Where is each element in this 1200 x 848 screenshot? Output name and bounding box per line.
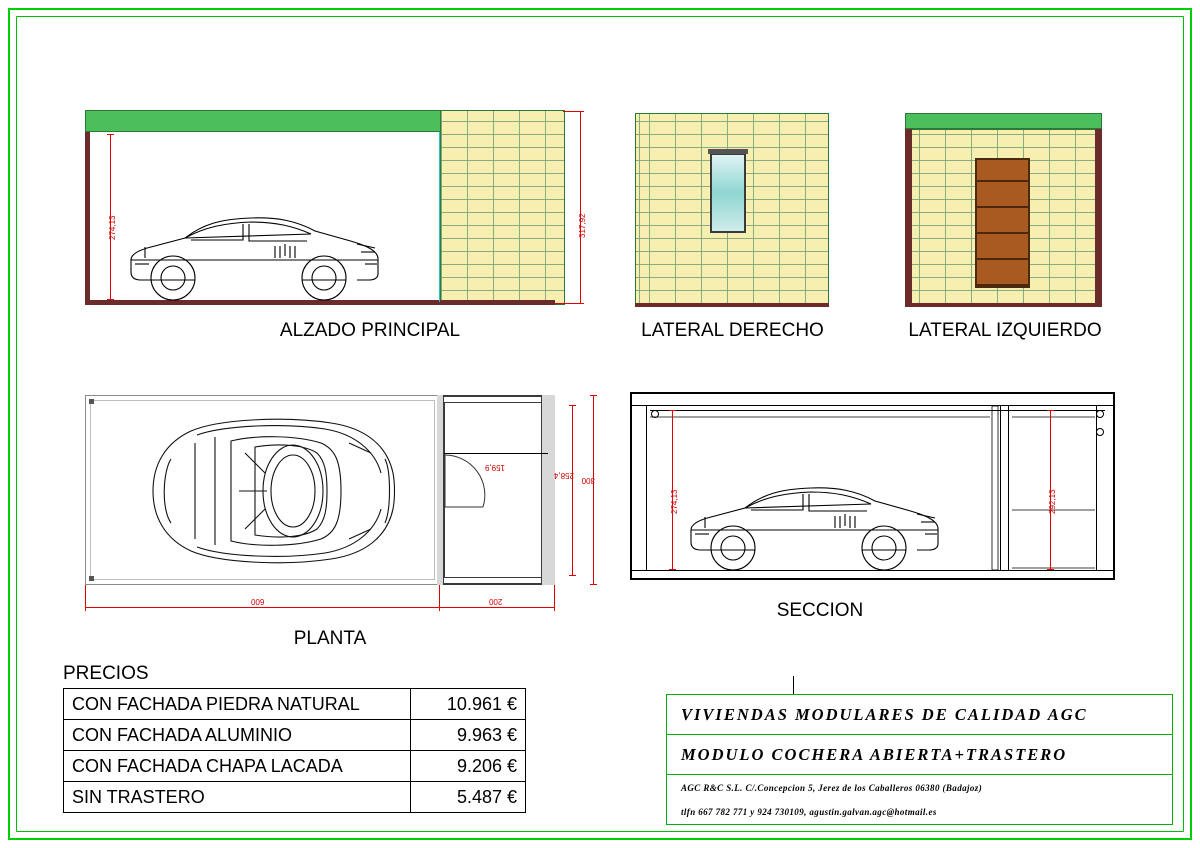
alzado-dim-interior-arrow-top (107, 134, 114, 135)
lateral-izquierdo-right-post (1095, 129, 1102, 305)
seccion-dim-left-arrow-top (669, 410, 676, 411)
planta-dim-600-line (85, 607, 440, 608)
alzado-car-drawing (125, 200, 385, 305)
seccion-car-drawing (685, 470, 945, 575)
planta-dim-2584-arrow-top (569, 405, 576, 406)
lateral-izquierdo-door (975, 158, 1030, 288)
planta-dim-200-text: 200 (489, 597, 503, 606)
seccion-dim-right-arrow-bottom (1047, 569, 1054, 570)
seccion-dim-left-arrow-bottom (669, 569, 676, 570)
price-value: 5.487 € (411, 782, 526, 813)
prices-title: PRECIOS (63, 663, 149, 684)
lateral-izquierdo-ground (905, 303, 1102, 307)
price-label: CON FACHADA PIEDRA NATURAL (64, 689, 411, 720)
alzado-dim-ext-bottom (555, 303, 583, 304)
lateral-izquierdo-left-post (905, 129, 912, 305)
planta-ext-line-left (85, 585, 86, 611)
alzado-brick-wall (440, 110, 565, 305)
prices-table (63, 688, 526, 813)
seccion-dim-left-text: 274,13 (670, 489, 679, 514)
lateral-derecho-window-sill (708, 149, 748, 154)
table-row (64, 720, 526, 751)
titleblock-address: AGC R&C S.L. C/.Concepcion 5, Jerez de los Caballeros 06380 (Badajoz) (681, 782, 983, 793)
price-label: SIN TRASTERO (64, 782, 411, 813)
planta-dim-300-arrow-bottom (590, 584, 597, 585)
seccion-dim-right-arrow-top (1047, 410, 1054, 411)
view-seccion (630, 392, 1120, 592)
planta-dim-2584-line (572, 405, 573, 575)
planta-dim-600-text: 600 (251, 597, 265, 606)
titleblock-product-row (667, 735, 1172, 775)
planta-dim-300-text: 300 (581, 476, 595, 485)
planta-dim-2584-text: 258,4 (553, 471, 574, 480)
planta-corner-mark-bl (89, 576, 94, 581)
planta-room-divider (444, 453, 548, 454)
planta-dim-300-arrow-top (590, 395, 597, 396)
caption-lateral-izquierdo: LATERAL IZQUIERDO (908, 320, 1102, 341)
planta-dim-1599-text: 159,9 (485, 463, 506, 472)
view-alzado-principal (85, 110, 587, 310)
alzado-left-post (85, 132, 90, 302)
view-lateral-derecho (635, 113, 829, 309)
planta-dim-200-line (440, 607, 555, 608)
titleblock-address-row (667, 775, 1172, 800)
seccion-dim-right-text: 292,13 (1048, 489, 1057, 514)
alzado-dim-interior-arrow-bottom (107, 299, 114, 300)
price-value: 9.963 € (411, 720, 526, 751)
titleblock-company-row (667, 695, 1172, 735)
table-row (64, 782, 526, 813)
titleblock-contact-row (667, 800, 1172, 824)
lateral-derecho-window-frame (710, 153, 746, 233)
caption-lateral-derecho: LATERAL DERECHO (641, 320, 824, 341)
view-planta (85, 395, 595, 606)
titleblock (666, 694, 1173, 825)
alzado-dim-interior-text: 274,13 (108, 215, 117, 240)
caption-seccion: SECCION (776, 600, 864, 621)
planta-ext-line-right (554, 585, 555, 611)
alzado-roof (85, 110, 443, 132)
price-label: CON FACHADA ALUMINIO (64, 720, 411, 751)
planta-dim-2584-arrow-bottom (569, 575, 576, 576)
titleblock-contact: tlfn 667 782 771 y 924 730109, agustin.galvan.agc@hotmail.es (681, 807, 937, 817)
alzado-dim-total-line (580, 111, 581, 304)
titleblock-company: VIVIENDAS MODULARES DE CALIDAD AGC (681, 704, 1088, 724)
table-row (64, 751, 526, 782)
alzado-dim-ext-top (563, 111, 583, 112)
price-value: 9.206 € (411, 751, 526, 782)
planta-corner-mark-tl (89, 399, 94, 404)
caption-planta: PLANTA (293, 628, 367, 649)
table-row (64, 689, 526, 720)
planta-room-wall-right (541, 395, 555, 585)
caption-alzado-principal: ALZADO PRINCIPAL (279, 320, 461, 341)
titleblock-top-tick (793, 676, 794, 694)
price-value: 10.961 € (411, 689, 526, 720)
planta-dim-300-line (593, 395, 594, 585)
titleblock-product: MODULO COCHERA ABIERTA+TRASTERO (681, 744, 1068, 764)
alzado-dim-total-text: 317,92 (578, 213, 587, 238)
planta-car-drawing (135, 413, 405, 568)
price-label: CON FACHADA CHAPA LACADA (64, 751, 411, 782)
lateral-derecho-ground (635, 303, 829, 307)
view-lateral-izquierdo (905, 113, 1102, 309)
alzado-edge-line (439, 132, 440, 302)
lateral-izquierdo-roof (905, 113, 1102, 129)
